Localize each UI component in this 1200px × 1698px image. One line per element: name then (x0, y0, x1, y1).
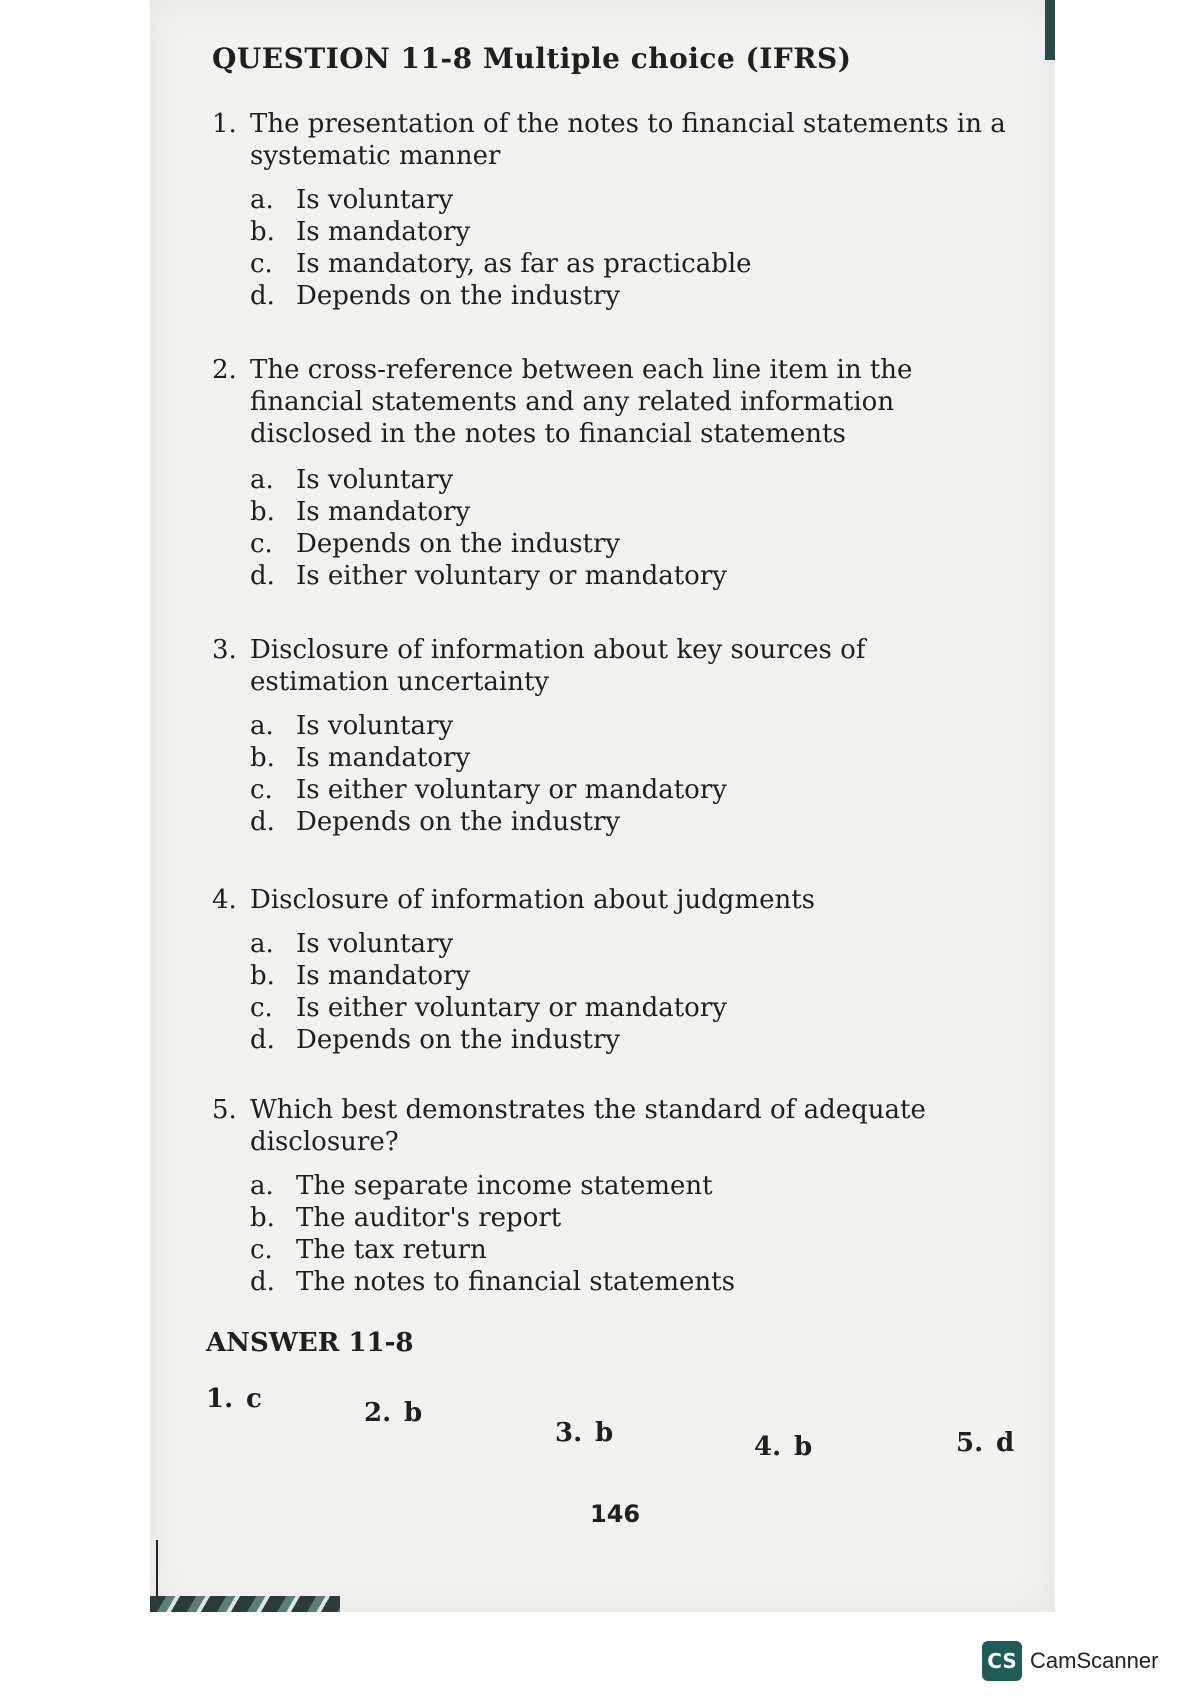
answer-5: 5. d (956, 1428, 1015, 1458)
option-b: b. Is mandatory (250, 743, 471, 773)
options-list (250, 184, 752, 312)
page-number: 146 (590, 1500, 641, 1528)
question-stem: Which best demonstrates the standard of adequate disclosure? (250, 1095, 926, 1157)
option-c: c. Is mandatory, as far as practicable (250, 249, 752, 279)
option-d: d. Is either voluntary or mandatory (250, 561, 727, 591)
question-number: 2. (212, 355, 237, 385)
option-a: a. The separate income statement (250, 1171, 713, 1201)
option-d: d. The notes to financial statements (250, 1267, 735, 1297)
question-stem: The cross-reference between each line item in the financial statements and any related information disclosed in the notes to financial statements (250, 355, 913, 449)
options-list (250, 928, 727, 1056)
question-number: 3. (212, 635, 237, 665)
cover-strip (150, 1596, 340, 1612)
option-a: a. Is voluntary (250, 929, 454, 959)
option-d: d. Depends on the industry (250, 1025, 621, 1055)
camscanner-logo-icon: CS (982, 1641, 1022, 1681)
book-binding-edge (1045, 0, 1055, 60)
question-title: QUESTION 11-8 Multiple choice (IFRS) (212, 42, 852, 75)
option-b: b. Is mandatory (250, 497, 471, 527)
answer-3: 3. b (555, 1418, 614, 1448)
question-number: 4. (212, 885, 237, 915)
option-a: a. Is voluntary (250, 185, 454, 215)
answer-4: 4. b (754, 1432, 813, 1462)
question-number: 1. (212, 109, 237, 139)
option-b: b. The auditor's report (250, 1203, 562, 1233)
answer-1: 1. c (206, 1384, 262, 1414)
option-b: b. Is mandatory (250, 217, 471, 247)
option-d: d. Depends on the industry (250, 281, 621, 311)
option-c: c. The tax return (250, 1235, 487, 1265)
options-list (250, 710, 727, 838)
question-number: 5. (212, 1095, 237, 1125)
options-list (250, 1170, 735, 1298)
option-a: a. Is voluntary (250, 465, 454, 495)
answer-title: ANSWER 11-8 (206, 1328, 414, 1358)
page-edge-shadow (156, 1540, 158, 1596)
options-list (250, 464, 727, 592)
option-b: b. Is mandatory (250, 961, 471, 991)
option-c: c. Depends on the industry (250, 529, 621, 559)
option-a: a. Is voluntary (250, 711, 454, 741)
option-c: c. Is either voluntary or mandatory (250, 775, 727, 805)
camscanner-label: CamScanner (1030, 1648, 1159, 1673)
scanned-page (150, 0, 1055, 1612)
question-stem: The presentation of the notes to financial statements in a systematic manner (250, 109, 1006, 171)
option-c: c. Is either voluntary or mandatory (250, 993, 727, 1023)
question-stem: Disclosure of information about judgments (250, 885, 816, 915)
camscanner-watermark (982, 1640, 1158, 1682)
answer-2: 2. b (364, 1398, 423, 1428)
option-d: d. Depends on the industry (250, 807, 621, 837)
question-stem: Disclosure of information about key sources of estimation uncertainty (250, 635, 866, 697)
